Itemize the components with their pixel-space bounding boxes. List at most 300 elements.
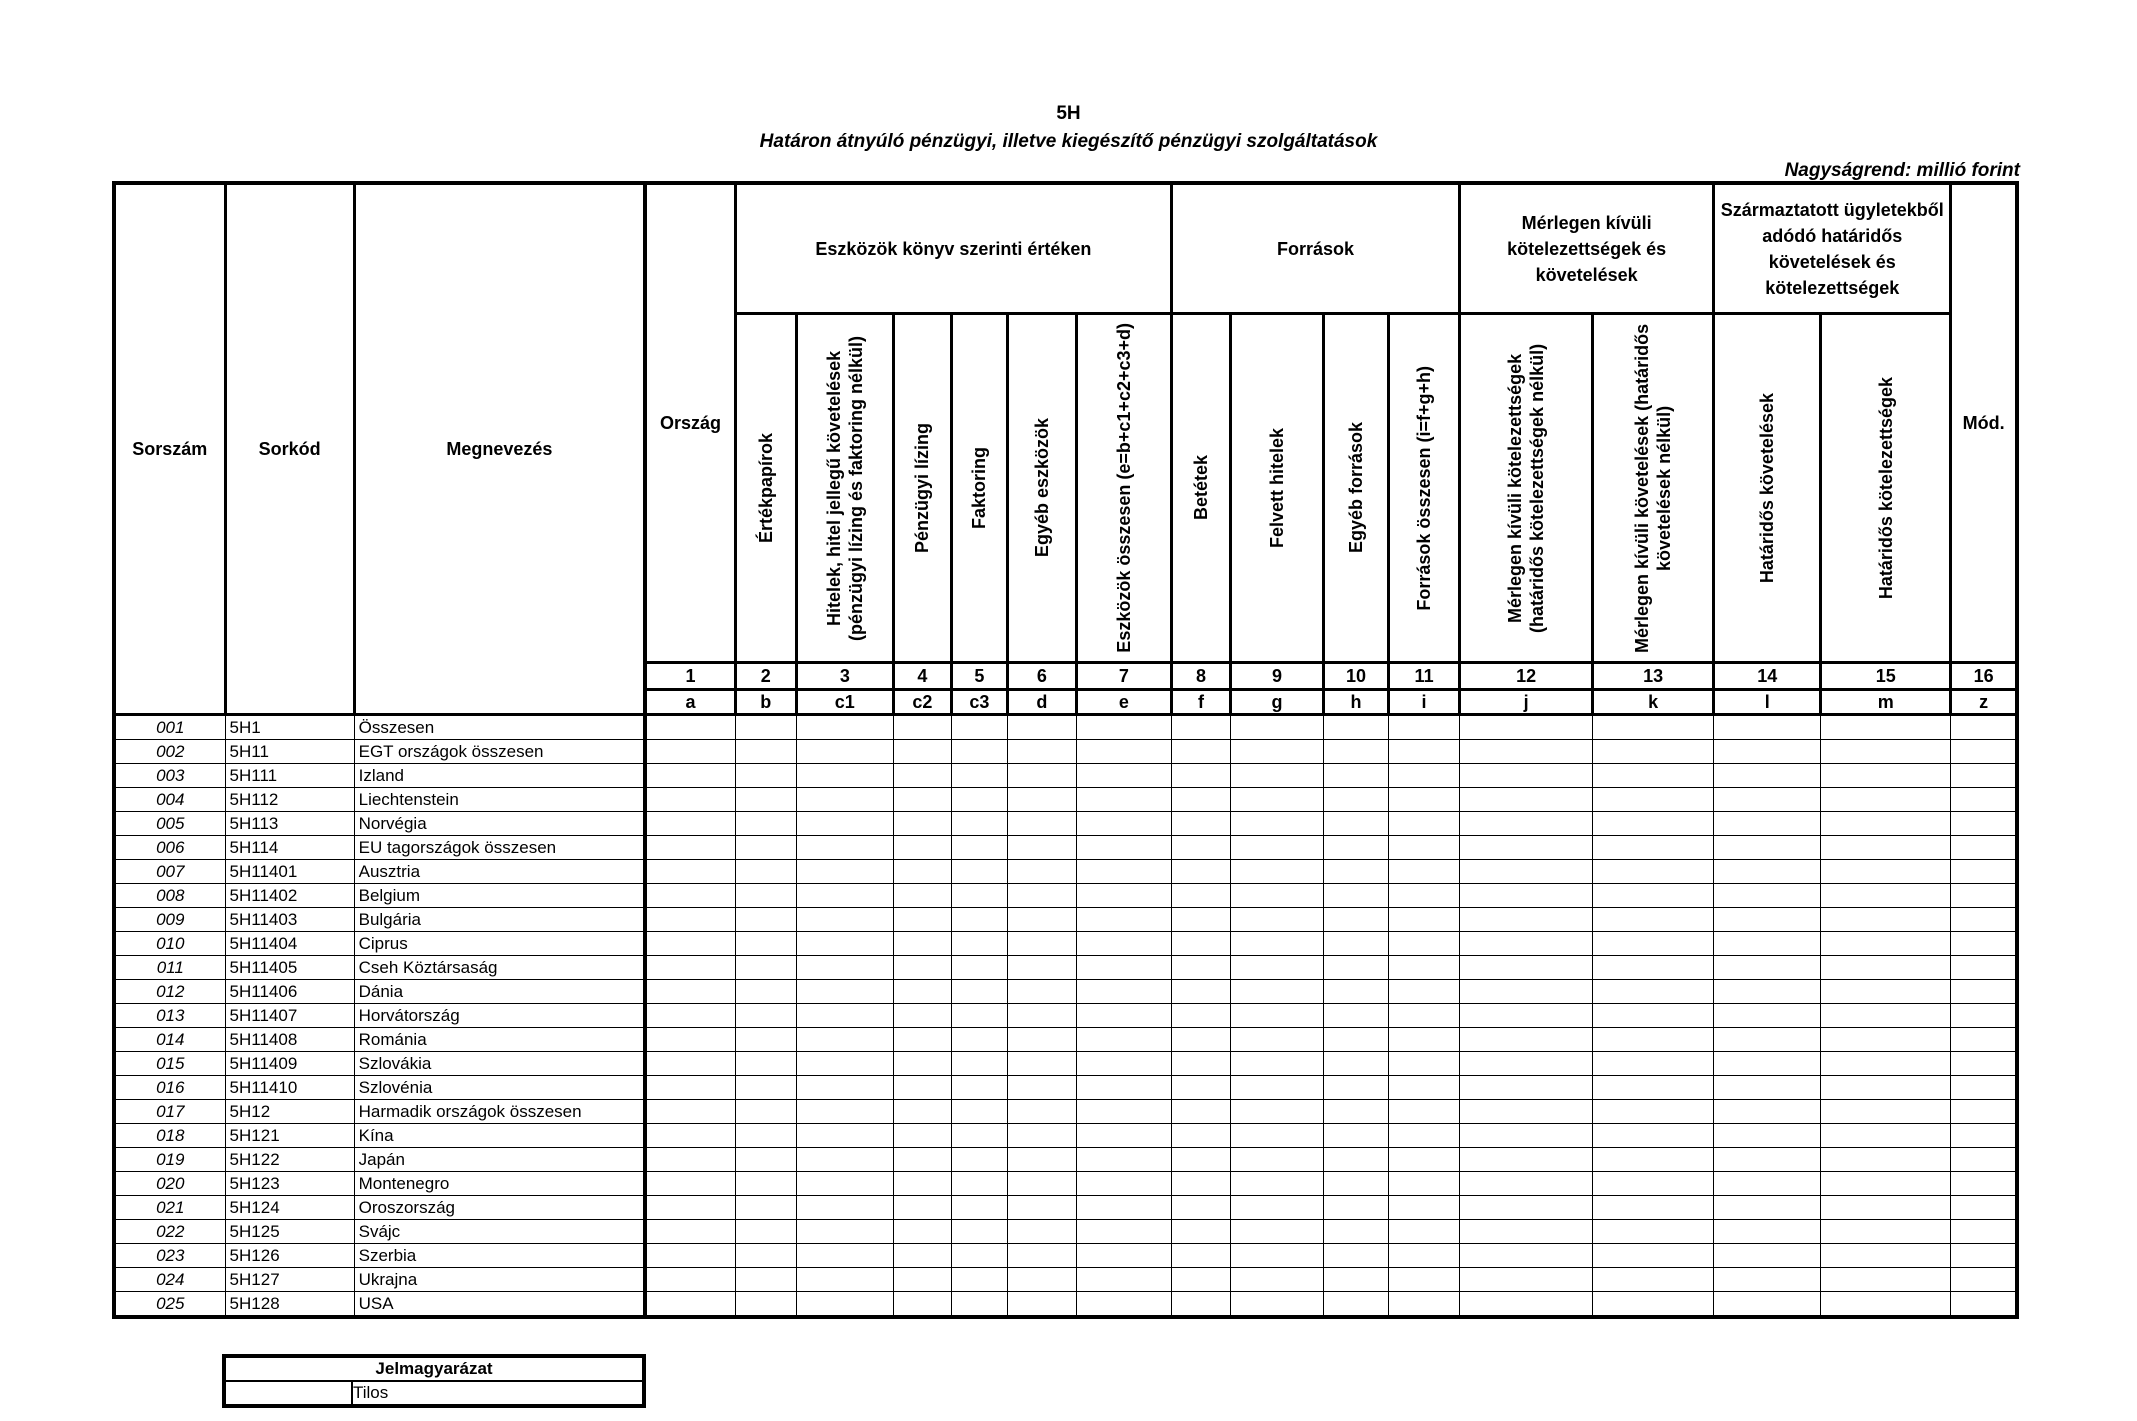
data-cell[interactable] [796, 1028, 893, 1052]
data-cell[interactable] [1230, 1244, 1323, 1268]
data-cell[interactable] [1076, 1052, 1171, 1076]
data-cell[interactable] [735, 932, 796, 956]
data-cell[interactable] [893, 1172, 951, 1196]
data-cell[interactable] [1821, 1076, 1951, 1100]
data-cell[interactable] [893, 1124, 951, 1148]
data-cell[interactable] [735, 884, 796, 908]
data-cell[interactable] [1951, 932, 2017, 956]
data-cell[interactable] [1821, 980, 1951, 1004]
data-cell[interactable] [1230, 932, 1323, 956]
data-cell[interactable] [1171, 1004, 1230, 1028]
data-cell[interactable] [1171, 1052, 1230, 1076]
data-cell[interactable] [893, 956, 951, 980]
data-cell[interactable] [645, 980, 735, 1004]
data-cell[interactable] [1714, 788, 1821, 812]
data-cell[interactable] [1324, 1052, 1389, 1076]
data-cell[interactable] [1821, 1004, 1951, 1028]
data-cell[interactable] [1324, 1268, 1389, 1292]
data-cell[interactable] [645, 740, 735, 764]
data-cell[interactable] [893, 884, 951, 908]
data-cell[interactable] [893, 1244, 951, 1268]
data-cell[interactable] [735, 715, 796, 740]
data-cell[interactable] [1821, 764, 1951, 788]
data-cell[interactable] [1076, 908, 1171, 932]
data-cell[interactable] [1821, 740, 1951, 764]
data-cell[interactable] [1389, 1172, 1460, 1196]
data-cell[interactable] [1007, 1004, 1076, 1028]
data-cell[interactable] [1230, 1268, 1323, 1292]
data-cell[interactable] [1714, 1052, 1821, 1076]
data-cell[interactable] [1951, 1196, 2017, 1220]
data-cell[interactable] [1389, 1124, 1460, 1148]
data-cell[interactable] [645, 1052, 735, 1076]
data-cell[interactable] [1171, 908, 1230, 932]
data-cell[interactable] [1007, 932, 1076, 956]
data-cell[interactable] [1714, 1100, 1821, 1124]
data-cell[interactable] [1007, 884, 1076, 908]
data-cell[interactable] [1389, 1052, 1460, 1076]
data-cell[interactable] [1951, 1004, 2017, 1028]
data-cell[interactable] [1593, 1076, 1714, 1100]
data-cell[interactable] [1951, 1028, 2017, 1052]
data-cell[interactable] [796, 1292, 893, 1318]
data-cell[interactable] [1460, 860, 1593, 884]
data-cell[interactable] [1593, 1268, 1714, 1292]
data-cell[interactable] [951, 1148, 1007, 1172]
data-cell[interactable] [796, 715, 893, 740]
data-cell[interactable] [796, 764, 893, 788]
data-cell[interactable] [796, 1220, 893, 1244]
data-cell[interactable] [1076, 788, 1171, 812]
data-cell[interactable] [1714, 1124, 1821, 1148]
data-cell[interactable] [1007, 1148, 1076, 1172]
data-cell[interactable] [893, 1004, 951, 1028]
data-cell[interactable] [951, 1124, 1007, 1148]
data-cell[interactable] [1230, 764, 1323, 788]
data-cell[interactable] [1714, 1004, 1821, 1028]
data-cell[interactable] [1076, 1172, 1171, 1196]
data-cell[interactable] [1593, 956, 1714, 980]
data-cell[interactable] [1324, 908, 1389, 932]
data-cell[interactable] [1460, 1220, 1593, 1244]
data-cell[interactable] [796, 860, 893, 884]
data-cell[interactable] [1007, 715, 1076, 740]
data-cell[interactable] [735, 740, 796, 764]
data-cell[interactable] [1951, 788, 2017, 812]
data-cell[interactable] [1593, 980, 1714, 1004]
data-cell[interactable] [1007, 1268, 1076, 1292]
data-cell[interactable] [1076, 956, 1171, 980]
data-cell[interactable] [1951, 956, 2017, 980]
data-cell[interactable] [1714, 1196, 1821, 1220]
data-cell[interactable] [1076, 1124, 1171, 1148]
data-cell[interactable] [1324, 1028, 1389, 1052]
data-cell[interactable] [951, 1004, 1007, 1028]
data-cell[interactable] [893, 740, 951, 764]
data-cell[interactable] [735, 1028, 796, 1052]
data-cell[interactable] [1076, 740, 1171, 764]
data-cell[interactable] [1076, 1244, 1171, 1268]
data-cell[interactable] [1714, 932, 1821, 956]
data-cell[interactable] [735, 1268, 796, 1292]
data-cell[interactable] [796, 980, 893, 1004]
data-cell[interactable] [1951, 860, 2017, 884]
data-cell[interactable] [951, 1052, 1007, 1076]
data-cell[interactable] [1230, 1148, 1323, 1172]
data-cell[interactable] [1171, 860, 1230, 884]
data-cell[interactable] [1324, 980, 1389, 1004]
data-cell[interactable] [893, 908, 951, 932]
data-cell[interactable] [1171, 1220, 1230, 1244]
data-cell[interactable] [1821, 1292, 1951, 1318]
data-cell[interactable] [1171, 788, 1230, 812]
data-cell[interactable] [645, 1292, 735, 1318]
data-cell[interactable] [1460, 764, 1593, 788]
data-cell[interactable] [1324, 740, 1389, 764]
data-cell[interactable] [1324, 1196, 1389, 1220]
data-cell[interactable] [645, 860, 735, 884]
data-cell[interactable] [893, 980, 951, 1004]
data-cell[interactable] [1593, 1244, 1714, 1268]
data-cell[interactable] [735, 1052, 796, 1076]
data-cell[interactable] [1714, 956, 1821, 980]
data-cell[interactable] [1593, 932, 1714, 956]
data-cell[interactable] [735, 1220, 796, 1244]
data-cell[interactable] [951, 1244, 1007, 1268]
data-cell[interactable] [1171, 956, 1230, 980]
data-cell[interactable] [1230, 715, 1323, 740]
data-cell[interactable] [796, 908, 893, 932]
data-cell[interactable] [1460, 980, 1593, 1004]
data-cell[interactable] [796, 1196, 893, 1220]
data-cell[interactable] [1389, 908, 1460, 932]
data-cell[interactable] [1821, 1028, 1951, 1052]
data-cell[interactable] [1076, 980, 1171, 1004]
data-cell[interactable] [1007, 1220, 1076, 1244]
data-cell[interactable] [645, 764, 735, 788]
data-cell[interactable] [1171, 764, 1230, 788]
data-cell[interactable] [1714, 1028, 1821, 1052]
data-cell[interactable] [645, 908, 735, 932]
data-cell[interactable] [1460, 1268, 1593, 1292]
data-cell[interactable] [1951, 1268, 2017, 1292]
data-cell[interactable] [1076, 1220, 1171, 1244]
data-cell[interactable] [893, 788, 951, 812]
data-cell[interactable] [1076, 1100, 1171, 1124]
data-cell[interactable] [1951, 1124, 2017, 1148]
data-cell[interactable] [951, 1076, 1007, 1100]
data-cell[interactable] [645, 1148, 735, 1172]
data-cell[interactable] [951, 812, 1007, 836]
data-cell[interactable] [1389, 956, 1460, 980]
data-cell[interactable] [1389, 1220, 1460, 1244]
data-cell[interactable] [1007, 740, 1076, 764]
data-cell[interactable] [1230, 1124, 1323, 1148]
data-cell[interactable] [1389, 1076, 1460, 1100]
data-cell[interactable] [1324, 932, 1389, 956]
data-cell[interactable] [1714, 884, 1821, 908]
data-cell[interactable] [1171, 1076, 1230, 1100]
data-cell[interactable] [1389, 1268, 1460, 1292]
data-cell[interactable] [1076, 812, 1171, 836]
data-cell[interactable] [893, 715, 951, 740]
data-cell[interactable] [645, 1220, 735, 1244]
data-cell[interactable] [1007, 980, 1076, 1004]
data-cell[interactable] [1324, 956, 1389, 980]
data-cell[interactable] [645, 1100, 735, 1124]
data-cell[interactable] [796, 1124, 893, 1148]
data-cell[interactable] [1714, 860, 1821, 884]
data-cell[interactable] [1593, 1172, 1714, 1196]
data-cell[interactable] [1230, 1052, 1323, 1076]
data-cell[interactable] [1593, 1100, 1714, 1124]
data-cell[interactable] [1821, 956, 1951, 980]
data-cell[interactable] [1593, 908, 1714, 932]
data-cell[interactable] [1171, 1100, 1230, 1124]
data-cell[interactable] [1389, 764, 1460, 788]
data-cell[interactable] [796, 1244, 893, 1268]
data-cell[interactable] [1007, 908, 1076, 932]
data-cell[interactable] [1714, 1244, 1821, 1268]
data-cell[interactable] [645, 956, 735, 980]
data-cell[interactable] [645, 1028, 735, 1052]
data-cell[interactable] [1951, 1172, 2017, 1196]
data-cell[interactable] [951, 788, 1007, 812]
data-cell[interactable] [1593, 884, 1714, 908]
data-cell[interactable] [1593, 788, 1714, 812]
data-cell[interactable] [1171, 1028, 1230, 1052]
data-cell[interactable] [1171, 1244, 1230, 1268]
data-cell[interactable] [951, 1292, 1007, 1318]
data-cell[interactable] [645, 1124, 735, 1148]
data-cell[interactable] [951, 1172, 1007, 1196]
data-cell[interactable] [1951, 836, 2017, 860]
data-cell[interactable] [1593, 1292, 1714, 1318]
data-cell[interactable] [1389, 715, 1460, 740]
data-cell[interactable] [1230, 884, 1323, 908]
data-cell[interactable] [1076, 884, 1171, 908]
data-cell[interactable] [645, 1268, 735, 1292]
data-cell[interactable] [951, 908, 1007, 932]
data-cell[interactable] [1076, 836, 1171, 860]
data-cell[interactable] [1821, 932, 1951, 956]
data-cell[interactable] [796, 956, 893, 980]
data-cell[interactable] [1389, 1028, 1460, 1052]
data-cell[interactable] [1460, 1052, 1593, 1076]
data-cell[interactable] [1171, 932, 1230, 956]
data-cell[interactable] [1389, 812, 1460, 836]
data-cell[interactable] [1593, 1124, 1714, 1148]
data-cell[interactable] [951, 980, 1007, 1004]
data-cell[interactable] [1714, 1268, 1821, 1292]
data-cell[interactable] [951, 1220, 1007, 1244]
data-cell[interactable] [1593, 1028, 1714, 1052]
data-cell[interactable] [951, 1100, 1007, 1124]
data-cell[interactable] [893, 1028, 951, 1052]
data-cell[interactable] [1007, 1100, 1076, 1124]
data-cell[interactable] [1389, 860, 1460, 884]
data-cell[interactable] [1007, 1028, 1076, 1052]
data-cell[interactable] [796, 1148, 893, 1172]
data-cell[interactable] [1007, 956, 1076, 980]
data-cell[interactable] [893, 812, 951, 836]
data-cell[interactable] [1230, 956, 1323, 980]
data-cell[interactable] [1821, 908, 1951, 932]
data-cell[interactable] [1076, 1004, 1171, 1028]
data-cell[interactable] [796, 740, 893, 764]
data-cell[interactable] [1076, 1268, 1171, 1292]
data-cell[interactable] [735, 1004, 796, 1028]
data-cell[interactable] [1593, 1052, 1714, 1076]
data-cell[interactable] [1593, 715, 1714, 740]
data-cell[interactable] [1714, 764, 1821, 788]
data-cell[interactable] [645, 1244, 735, 1268]
data-cell[interactable] [1171, 740, 1230, 764]
data-cell[interactable] [1460, 788, 1593, 812]
data-cell[interactable] [1821, 1172, 1951, 1196]
data-cell[interactable] [1389, 1148, 1460, 1172]
data-cell[interactable] [1951, 884, 2017, 908]
data-cell[interactable] [1821, 1052, 1951, 1076]
data-cell[interactable] [1714, 980, 1821, 1004]
data-cell[interactable] [1714, 1148, 1821, 1172]
data-cell[interactable] [1821, 836, 1951, 860]
data-cell[interactable] [1821, 1148, 1951, 1172]
data-cell[interactable] [893, 764, 951, 788]
data-cell[interactable] [1714, 715, 1821, 740]
data-cell[interactable] [1007, 1196, 1076, 1220]
data-cell[interactable] [1951, 1076, 2017, 1100]
data-cell[interactable] [796, 884, 893, 908]
data-cell[interactable] [1460, 1196, 1593, 1220]
data-cell[interactable] [796, 1100, 893, 1124]
data-cell[interactable] [893, 1052, 951, 1076]
data-cell[interactable] [1230, 1172, 1323, 1196]
data-cell[interactable] [1230, 908, 1323, 932]
data-cell[interactable] [645, 932, 735, 956]
data-cell[interactable] [1076, 860, 1171, 884]
data-cell[interactable] [1076, 1292, 1171, 1318]
data-cell[interactable] [1460, 884, 1593, 908]
data-cell[interactable] [1460, 715, 1593, 740]
data-cell[interactable] [1821, 788, 1951, 812]
data-cell[interactable] [1324, 788, 1389, 812]
data-cell[interactable] [1593, 1004, 1714, 1028]
data-cell[interactable] [1460, 1292, 1593, 1318]
data-cell[interactable] [1951, 1148, 2017, 1172]
data-cell[interactable] [1007, 764, 1076, 788]
data-cell[interactable] [1076, 1196, 1171, 1220]
data-cell[interactable] [735, 764, 796, 788]
data-cell[interactable] [645, 1004, 735, 1028]
data-cell[interactable] [951, 860, 1007, 884]
data-cell[interactable] [796, 1268, 893, 1292]
data-cell[interactable] [1821, 1196, 1951, 1220]
data-cell[interactable] [1230, 1004, 1323, 1028]
data-cell[interactable] [1171, 1196, 1230, 1220]
data-cell[interactable] [1230, 1196, 1323, 1220]
data-cell[interactable] [893, 1076, 951, 1100]
data-cell[interactable] [1324, 1220, 1389, 1244]
data-cell[interactable] [1821, 715, 1951, 740]
data-cell[interactable] [735, 1172, 796, 1196]
data-cell[interactable] [1007, 1076, 1076, 1100]
data-cell[interactable] [893, 1268, 951, 1292]
data-cell[interactable] [1821, 1244, 1951, 1268]
data-cell[interactable] [1593, 740, 1714, 764]
data-cell[interactable] [1230, 1028, 1323, 1052]
data-cell[interactable] [893, 836, 951, 860]
data-cell[interactable] [1389, 836, 1460, 860]
data-cell[interactable] [1007, 836, 1076, 860]
data-cell[interactable] [645, 836, 735, 860]
data-cell[interactable] [1389, 980, 1460, 1004]
data-cell[interactable] [1951, 812, 2017, 836]
data-cell[interactable] [1460, 1028, 1593, 1052]
data-cell[interactable] [796, 1172, 893, 1196]
data-cell[interactable] [1714, 740, 1821, 764]
data-cell[interactable] [735, 836, 796, 860]
data-cell[interactable] [735, 1124, 796, 1148]
data-cell[interactable] [1230, 980, 1323, 1004]
data-cell[interactable] [735, 1292, 796, 1318]
data-cell[interactable] [1821, 1268, 1951, 1292]
data-cell[interactable] [735, 788, 796, 812]
data-cell[interactable] [1951, 1100, 2017, 1124]
data-cell[interactable] [1821, 860, 1951, 884]
data-cell[interactable] [1171, 715, 1230, 740]
data-cell[interactable] [1007, 1244, 1076, 1268]
data-cell[interactable] [1821, 1220, 1951, 1244]
data-cell[interactable] [951, 1196, 1007, 1220]
data-cell[interactable] [1821, 1100, 1951, 1124]
data-cell[interactable] [1593, 860, 1714, 884]
data-cell[interactable] [1389, 1100, 1460, 1124]
data-cell[interactable] [1324, 860, 1389, 884]
data-cell[interactable] [645, 788, 735, 812]
data-cell[interactable] [893, 860, 951, 884]
data-cell[interactable] [1324, 812, 1389, 836]
data-cell[interactable] [1821, 1124, 1951, 1148]
data-cell[interactable] [1389, 1004, 1460, 1028]
data-cell[interactable] [951, 740, 1007, 764]
data-cell[interactable] [796, 1052, 893, 1076]
data-cell[interactable] [1076, 1028, 1171, 1052]
data-cell[interactable] [1171, 980, 1230, 1004]
data-cell[interactable] [893, 1148, 951, 1172]
data-cell[interactable] [1324, 1100, 1389, 1124]
data-cell[interactable] [951, 836, 1007, 860]
data-cell[interactable] [1230, 1076, 1323, 1100]
data-cell[interactable] [796, 1076, 893, 1100]
data-cell[interactable] [1324, 884, 1389, 908]
data-cell[interactable] [735, 860, 796, 884]
data-cell[interactable] [735, 1076, 796, 1100]
data-cell[interactable] [1230, 788, 1323, 812]
data-cell[interactable] [1714, 1172, 1821, 1196]
data-cell[interactable] [1007, 860, 1076, 884]
data-cell[interactable] [645, 715, 735, 740]
data-cell[interactable] [1951, 1052, 2017, 1076]
data-cell[interactable] [1951, 1220, 2017, 1244]
data-cell[interactable] [1230, 740, 1323, 764]
data-cell[interactable] [1389, 1292, 1460, 1318]
data-cell[interactable] [1007, 1292, 1076, 1318]
data-cell[interactable] [735, 812, 796, 836]
data-cell[interactable] [1460, 1244, 1593, 1268]
data-cell[interactable] [1324, 836, 1389, 860]
data-cell[interactable] [1460, 956, 1593, 980]
